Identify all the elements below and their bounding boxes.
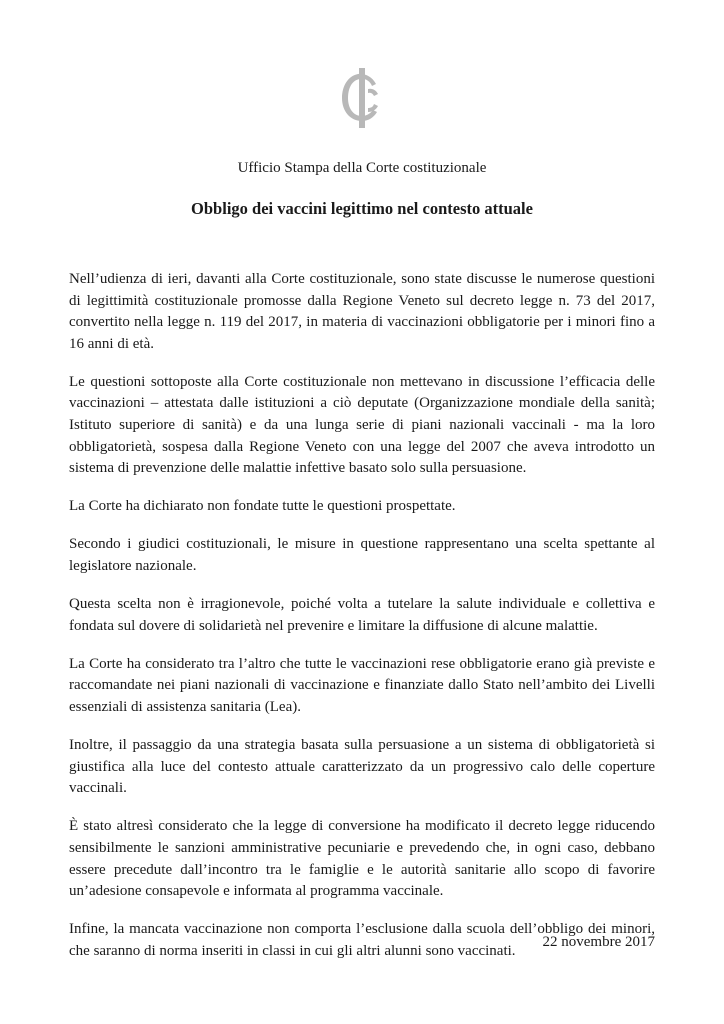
office-heading: Ufficio Stampa della Corte costituzionale [237, 160, 487, 176]
paragraph: La Corte ha considerato tra l’altro che tutte le vaccinazioni rese obbligatorie erano già previste e raccomandate nei piani nazionali di vaccinazione e finanziate dallo Stato nell’ambito dei Livelli essenziali di assistenza sanitaria (Lea). [69, 655, 655, 715]
paragraph: La Corte ha dichiarato non fondate tutte le questioni prospettate. [69, 498, 456, 515]
paragraph: È stato altresì considerato che la legge di conversione ha modificato il decreto legge riducendo sensibilmente le sanzioni amministrative pecuniarie e prevedendo che, in ogni caso, debbano essere precedute dall’incontro tra le famiglie e le autorità sanitarie allo scopo di favorire un’adesione consapevole e informata al programma vaccinale. [69, 818, 655, 900]
page-title: Obbligo dei vaccini legittimo nel contesto attuale [191, 199, 533, 218]
release-date: 22 novembre 2017 [542, 934, 655, 950]
paragraph: Inoltre, il passaggio da una strategia basata sulla persuasione a un sistema di obbligatorietà si giustifica alla luce del contesto attuale caratterizzato da un progressivo calo delle coperture vaccinali. [69, 737, 655, 797]
corte-costituzionale-logo-icon [332, 66, 392, 132]
paragraph: Le questioni sottoposte alla Corte costituzionale non mettevano in discussione l’efficacia delle vaccinazioni – attestata dalle istituzioni a ciò deputate (Organizzazione mondiale della sanità; Istituto superiore di sanità) e da una lunga serie di piani nazionali vaccinali - ma la loro obbligatorietà, sospesa dalla Regione Veneto con una legge del 2007 che aveva introdotto un sistema di prevenzione delle malattie infettive basato solo sulla persuasione. [69, 373, 655, 477]
paragraph: Questa scelta non è irragionevole, poiché volta a tutelare la salute individuale e collettiva e fondata sul dovere di solidarietà nel prevenire e limitare la diffusione di alcune malattie. [69, 596, 655, 634]
paragraph: Infine, la mancata vaccinazione non comporta l’esclusione dalla scuola dell’obbligo dei minori, che saranno di norma inseriti in classi in cui gli altri alunni sono vaccinati. [69, 921, 655, 959]
paragraph: Nell’udienza di ieri, davanti alla Corte costituzionale, sono state discusse le numerose questioni di legittimità costituzionale promosse dalla Regione Veneto sul decreto legge n. 73 del 2017, convertito nella legge n. 119 del 2017, in materia di vaccinazioni obbligatorie per i minori fino a 16 anni di età. [69, 271, 655, 352]
paragraph: Secondo i giudici costituzionali, le misure in questione rappresentano una scelta spettante al legislatore nazionale. [69, 536, 655, 575]
article-body [69, 269, 655, 979]
